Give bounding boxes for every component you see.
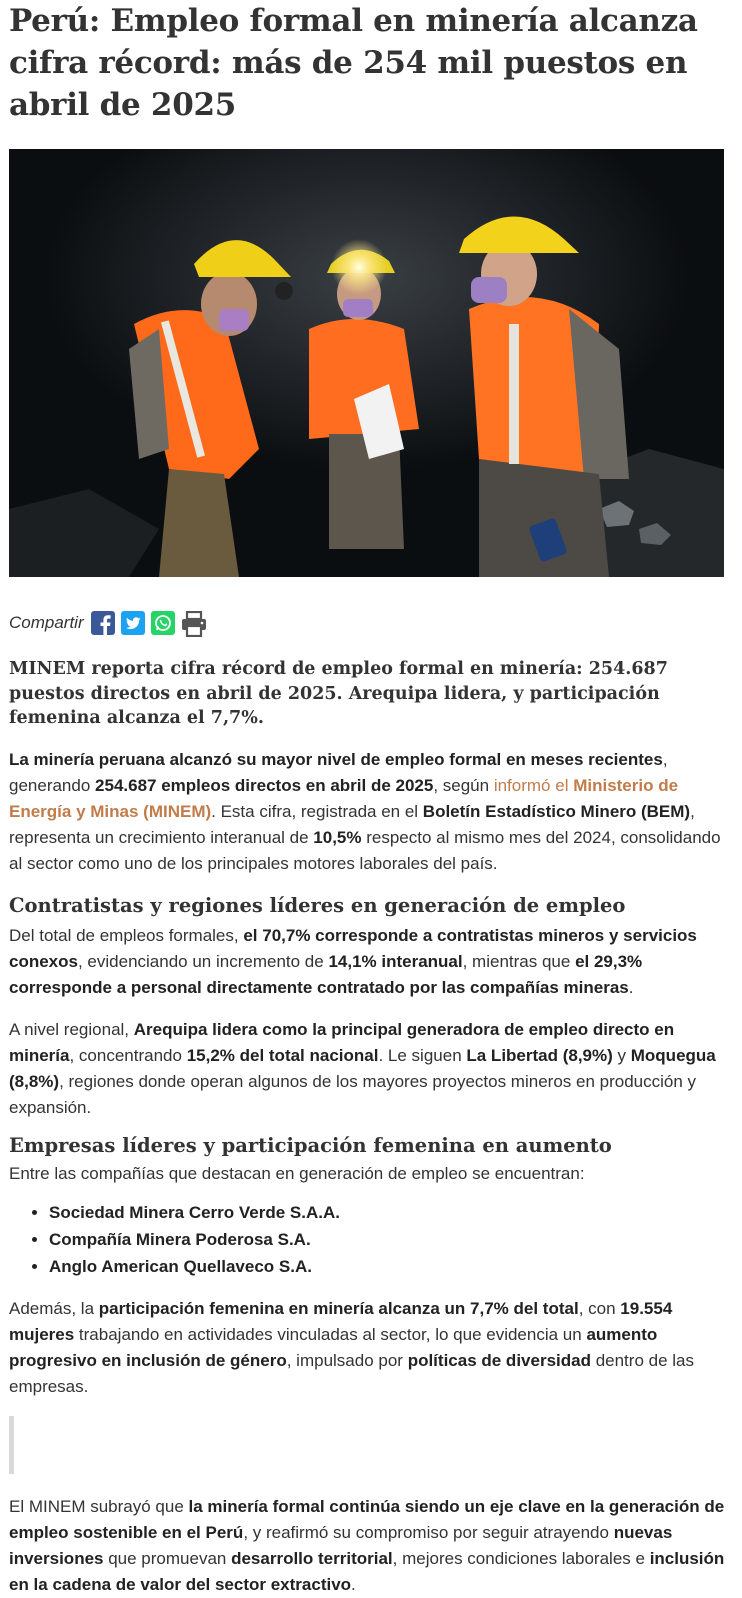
emphasis: 19.554 mujeres — [9, 1298, 673, 1344]
text: trabajando en actividades vinculadas al sector, lo que evidencia un — [74, 1324, 587, 1344]
text: y — [612, 1045, 631, 1065]
share-label: Compartir — [9, 613, 84, 632]
paragraph-1 — [9, 747, 733, 877]
print-icon[interactable] — [181, 611, 205, 635]
text: A nivel regional, — [9, 1019, 134, 1039]
list-item: • Anglo American Quellaveco S.A. — [49, 1253, 733, 1280]
facebook-icon[interactable] — [91, 611, 115, 635]
text: . Le siguen — [378, 1045, 467, 1065]
text: . — [351, 1574, 356, 1594]
text: El MINEM subrayó que — [9, 1496, 189, 1516]
article-hero-image — [9, 149, 724, 577]
twitter-icon[interactable] — [121, 611, 145, 635]
emphasis: aumento progresivo en inclusión de género — [9, 1324, 658, 1370]
text: , impulsado por — [286, 1350, 408, 1370]
text: , representa un crecimiento interanual de — [9, 801, 695, 847]
text: que promuevan — [103, 1548, 232, 1568]
paragraph-4: Entre las compañías que destacan en generación de empleo se encuentran: — [9, 1163, 585, 1183]
text: . — [628, 977, 634, 997]
text: , regiones donde operan algunos de los mayores proyectos mineros en producción y expansión. — [9, 1071, 697, 1117]
text: . Esta cifra, registrada en el — [211, 801, 423, 821]
emphasis: Moquegua (8,8%) — [9, 1045, 716, 1091]
list-item: • Compañía Minera Poderosa S.A. — [49, 1226, 733, 1253]
text: , concentrando — [69, 1045, 187, 1065]
text: , mientras que — [462, 951, 576, 971]
paragraph-5 — [9, 1296, 733, 1400]
text: , mejores condiciones laborales e — [392, 1548, 650, 1568]
text: respecto al mismo mes del 2024, consolidando al sector como uno de los principales motores laborales del país. — [9, 827, 721, 873]
section-heading-contratistas: Contratistas y regiones líderes en generación de empleo — [9, 893, 626, 917]
emphasis: participación femenina en minería alcanza un 7,7% del total — [98, 1298, 579, 1318]
share-bar — [9, 607, 733, 639]
link-emphasis[interactable]: Ministerio de Energía y Minas (MINEM) — [9, 775, 679, 821]
text: , según — [433, 775, 494, 795]
emphasis: Boletín Estadístico Minero (BEM) — [422, 801, 691, 821]
text: Del total de empleos formales, — [9, 925, 244, 945]
miners-photo — [9, 149, 724, 577]
paragraph-2 — [9, 923, 733, 1001]
blockquote-bar — [9, 1416, 14, 1474]
emphasis: la minería formal continúa siendo un eje clave en la generación de empleo sostenible en el Perú — [9, 1496, 725, 1542]
text: , con — [578, 1298, 621, 1318]
paragraph-3 — [9, 1017, 733, 1121]
emphasis: 15,2% del total nacional — [186, 1045, 379, 1065]
article-lead: MINEM reporta cifra récord de empleo formal en minería: 254.687 puestos directos en abril de 2025. Arequipa lidera, y participación femenina alcanza el 7,7%. — [9, 659, 668, 728]
emphasis: políticas de diversidad — [407, 1350, 591, 1370]
companies-list — [9, 1199, 733, 1280]
emphasis: La Libertad (8,9%) — [466, 1045, 613, 1065]
whatsapp-icon[interactable] — [151, 611, 175, 635]
text: , evidenciando un incremento de — [77, 951, 329, 971]
emphasis: desarrollo territorial — [231, 1548, 393, 1568]
emphasis: inclusión en la cadena de valor del sector extractivo — [9, 1548, 725, 1594]
link-text[interactable]: informó el — [493, 775, 574, 795]
text: , generando — [9, 749, 668, 795]
emphasis: el 70,7% corresponde a contratistas mineros y servicios conexos — [9, 925, 697, 971]
emphasis: 254.687 empleos directos en abril de 2025 — [95, 775, 434, 795]
emphasis: el 29,3% corresponde a personal directamente contratado por las compañías mineras — [9, 951, 643, 997]
emphasis: 10,5% — [313, 827, 362, 847]
list-item: • Sociedad Minera Cerro Verde S.A.A. — [49, 1199, 733, 1226]
paragraph-6 — [9, 1494, 733, 1598]
text: dentro de las empresas. — [9, 1350, 694, 1396]
text: , y reafirmó su compromiso por seguir atrayendo — [243, 1522, 614, 1542]
emphasis: 14,1% interanual — [328, 951, 463, 971]
emphasis: La minería peruana alcanzó su mayor nivel de empleo formal en meses recientes — [9, 749, 663, 769]
article-title: Perú: Empleo formal en minería alcanza cifra récord: más de 254 mil puestos en abril de 2025 — [9, 3, 698, 123]
emphasis: Arequipa lidera como la principal generadora de empleo directo en minería — [9, 1019, 675, 1065]
emphasis: nuevas inversiones — [9, 1522, 673, 1568]
text: Además, la — [9, 1298, 99, 1318]
section-heading-empresas: Empresas líderes y participación femenina en aumento — [9, 1133, 612, 1157]
